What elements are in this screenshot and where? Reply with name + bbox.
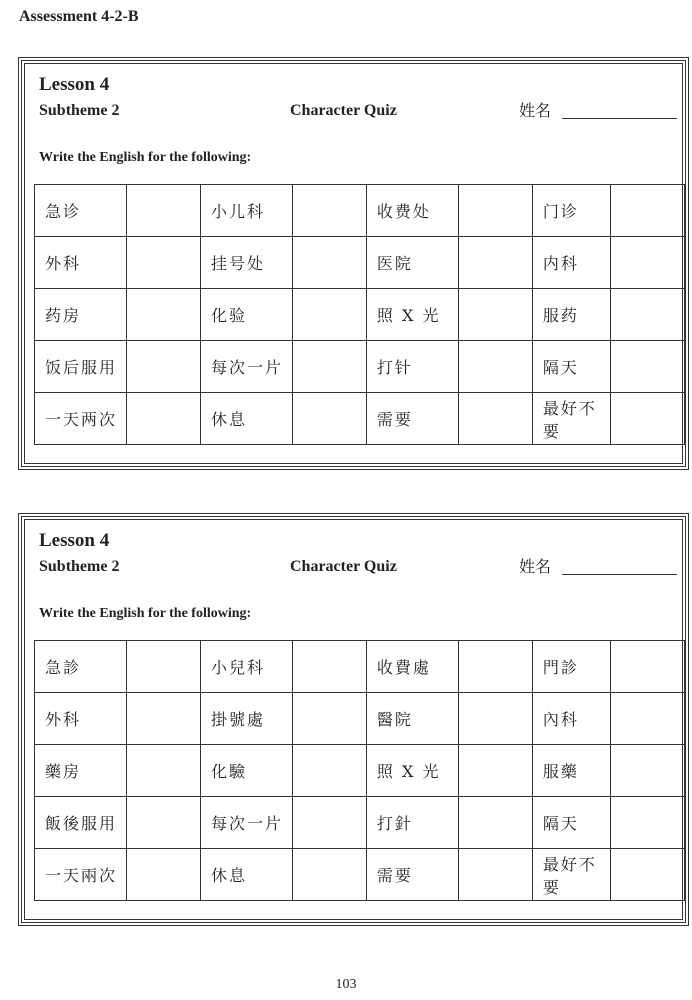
answer-blank-cell[interactable] — [127, 797, 200, 849]
answer-blank-cell[interactable] — [459, 745, 532, 797]
answer-blank-cell[interactable] — [127, 289, 200, 341]
vocab-row — [35, 237, 685, 289]
name-blank-line — [562, 574, 677, 575]
vocab-term: 外科 — [35, 237, 127, 289]
answer-blank-cell[interactable] — [611, 289, 685, 341]
answer-blank-cell[interactable] — [127, 341, 200, 393]
vocab-term: 收費處 — [366, 641, 458, 693]
vocab-term: 一天兩次 — [35, 849, 127, 901]
page-number: 103 — [335, 977, 357, 992]
vocab-row — [35, 693, 685, 745]
vocab-term: 休息 — [200, 849, 292, 901]
vocab-term: 一天两次 — [35, 393, 127, 445]
answer-blank-cell[interactable] — [459, 185, 532, 237]
vocab-term: 小兒科 — [200, 641, 292, 693]
answer-blank-cell[interactable] — [459, 289, 532, 341]
answer-blank-cell[interactable] — [459, 237, 532, 289]
vocab-term: 饭后服用 — [35, 341, 127, 393]
vocab-term: 休息 — [200, 393, 292, 445]
vocab-table — [34, 640, 685, 901]
vocab-term: 醫院 — [366, 693, 458, 745]
vocab-row — [35, 185, 685, 237]
vocab-row — [35, 745, 685, 797]
answer-blank-cell[interactable] — [127, 693, 200, 745]
quiz-title: Character Quiz — [290, 102, 397, 119]
vocab-term: 每次一片 — [200, 797, 292, 849]
vocab-term: 掛號處 — [200, 693, 292, 745]
name-label: 姓名 — [519, 557, 552, 576]
answer-blank-cell[interactable] — [293, 693, 366, 745]
answer-blank-cell[interactable] — [127, 237, 200, 289]
vocab-row — [35, 289, 685, 341]
lesson-title: Lesson 4 — [39, 74, 110, 95]
answer-blank-cell[interactable] — [127, 745, 200, 797]
subtheme-label: Subtheme 2 — [39, 558, 120, 575]
answer-blank-cell[interactable] — [293, 341, 366, 393]
answer-blank-cell[interactable] — [459, 693, 532, 745]
instruction-text: Write the English for the following: — [39, 150, 252, 165]
answer-blank-cell[interactable] — [611, 797, 685, 849]
vocab-term: 需要 — [366, 849, 458, 901]
vocab-term: 打针 — [366, 341, 458, 393]
vocab-row — [35, 849, 685, 901]
lesson-title: Lesson 4 — [39, 530, 110, 551]
vocab-row — [35, 797, 685, 849]
answer-blank-cell[interactable] — [459, 849, 532, 901]
answer-blank-cell[interactable] — [611, 393, 685, 445]
vocab-term: 隔天 — [532, 341, 611, 393]
instruction-text: Write the English for the following: — [39, 606, 252, 621]
vocab-term: 急診 — [35, 641, 127, 693]
vocab-term: 挂号处 — [200, 237, 292, 289]
vocab-term: 药房 — [35, 289, 127, 341]
vocab-term: 門診 — [532, 641, 611, 693]
quiz-inner-frame — [24, 519, 683, 920]
answer-blank-cell[interactable] — [611, 849, 685, 901]
answer-blank-cell[interactable] — [611, 745, 685, 797]
answer-blank-cell[interactable] — [611, 641, 685, 693]
assessment-label: Assessment 4-2-B — [19, 8, 139, 25]
vocab-term: 外科 — [35, 693, 127, 745]
quiz-inner-frame — [24, 63, 683, 464]
answer-blank-cell[interactable] — [611, 341, 685, 393]
vocab-term: 藥房 — [35, 745, 127, 797]
vocab-term: 化验 — [200, 289, 292, 341]
vocab-term: 急诊 — [35, 185, 127, 237]
answer-blank-cell[interactable] — [293, 849, 366, 901]
answer-blank-cell[interactable] — [293, 289, 366, 341]
name-label: 姓名 — [519, 101, 552, 120]
vocab-term: 收费处 — [366, 185, 458, 237]
vocab-row — [35, 341, 685, 393]
vocab-term: 最好不要 — [532, 849, 611, 901]
vocab-table — [34, 184, 685, 445]
vocab-row — [35, 393, 685, 445]
vocab-term: 小儿科 — [200, 185, 292, 237]
vocab-term: 服药 — [532, 289, 611, 341]
vocab-term: 照 X 光 — [366, 289, 458, 341]
name-blank-line — [562, 118, 677, 119]
answer-blank-cell[interactable] — [293, 641, 366, 693]
answer-blank-cell[interactable] — [127, 393, 200, 445]
vocab-term: 照 X 光 — [366, 745, 458, 797]
quiz-card-traditional — [18, 513, 689, 926]
answer-blank-cell[interactable] — [611, 237, 685, 289]
answer-blank-cell[interactable] — [127, 185, 200, 237]
vocab-term: 内科 — [532, 237, 611, 289]
answer-blank-cell[interactable] — [293, 745, 366, 797]
vocab-term: 服藥 — [532, 745, 611, 797]
vocab-row — [35, 641, 685, 693]
answer-blank-cell[interactable] — [459, 341, 532, 393]
vocab-term: 门诊 — [532, 185, 611, 237]
answer-blank-cell[interactable] — [611, 185, 685, 237]
answer-blank-cell[interactable] — [127, 849, 200, 901]
subtheme-label: Subtheme 2 — [39, 102, 120, 119]
answer-blank-cell[interactable] — [293, 237, 366, 289]
vocab-term: 打針 — [366, 797, 458, 849]
answer-blank-cell[interactable] — [293, 185, 366, 237]
quiz-title: Character Quiz — [290, 558, 397, 575]
vocab-term: 隔天 — [532, 797, 611, 849]
vocab-term: 需要 — [366, 393, 458, 445]
vocab-term: 最好不要 — [532, 393, 611, 445]
answer-blank-cell[interactable] — [127, 641, 200, 693]
vocab-term: 飯後服用 — [35, 797, 127, 849]
answer-blank-cell[interactable] — [459, 797, 532, 849]
answer-blank-cell[interactable] — [293, 393, 366, 445]
quiz-card-simplified — [18, 57, 689, 470]
vocab-term: 化驗 — [200, 745, 292, 797]
vocab-term: 每次一片 — [200, 341, 292, 393]
answer-blank-cell[interactable] — [459, 641, 532, 693]
answer-blank-cell[interactable] — [459, 393, 532, 445]
answer-blank-cell[interactable] — [293, 797, 366, 849]
answer-blank-cell[interactable] — [611, 693, 685, 745]
vocab-term: 內科 — [532, 693, 611, 745]
vocab-term: 医院 — [366, 237, 458, 289]
